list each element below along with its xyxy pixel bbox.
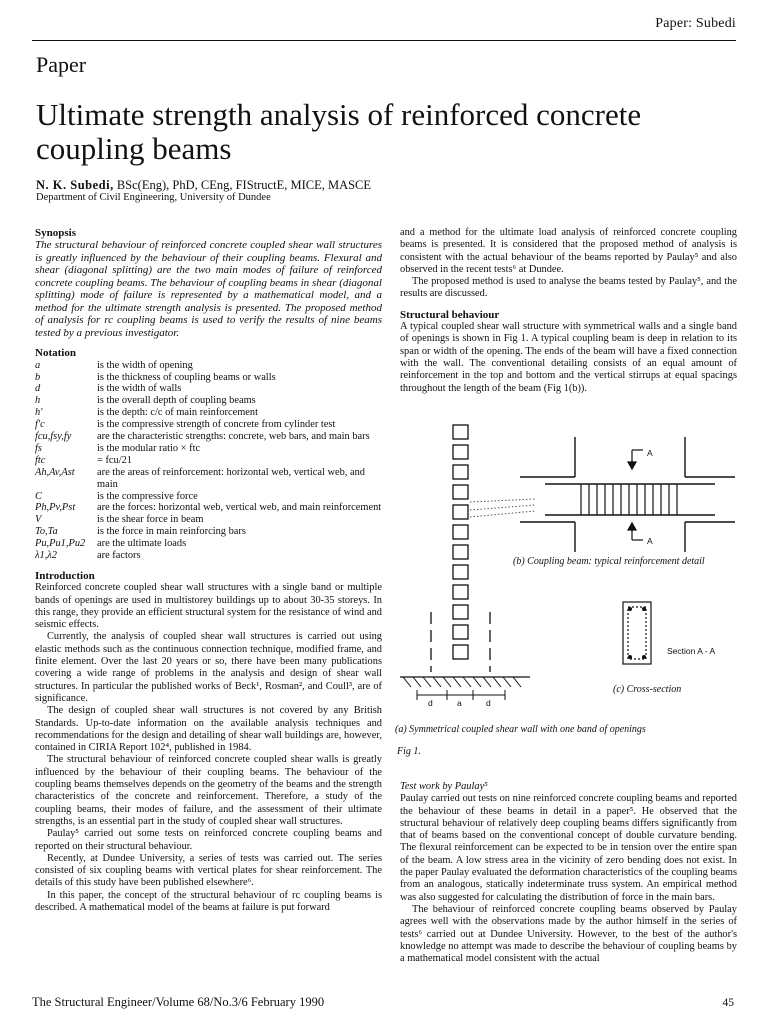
intro-paragraph: Reinforced concrete coupled shear wall structures with a single band or multiple bands of openings are used in multistorey buildings up to about 30-35 storeys. In this range, they provide an efficient structural system for the resistance of wind and seismic effects. [35,582,382,631]
notation-definition: are the characteristic strengths: concrete, web bars, and main bars [97,431,370,443]
notation-definition: is the width of opening [97,359,193,371]
notation-symbol: f′c [35,419,45,431]
test-paragraph: The behaviour of reinforced concrete coupling beams observed by Paulay agrees well with the observations made by the author himself in the series of tests⁶ carried out at Dundee University. However, to the best of the author's knowledge no attempt was made to describe the behaviour of coupling beams by a mathematical model consistent with the actual [400,903,737,965]
notation-definition: is the compressive strength of concrete from cylinder test [97,419,336,431]
notation-list [35,360,382,562]
figure-1-drawing [395,412,740,767]
caption-a: (a) Symmetrical coupled shear wall with one band of openings [395,724,646,735]
intro-paragraph: The design of coupled shear wall structures is not covered by any British Standards. Up-to-date information on the available analysis techniques and recommendations for the design and detailing of shear wall buildings are, however, contained in CIRIA Report 102⁴, published in 1984. [35,705,382,754]
intro-paragraph: Recently, at Dundee University, a series of tests was carried out. The series consisted of six coupling beams with vertical plates for shear reinforcement. The details of this study have been published elsewhere⁶. [35,852,382,889]
synopsis-text: The structural behaviour of reinforced concrete coupled shear wall structures is greatly influenced by the behaviour of their coupling beams. Flexural and shear (diagonal splitting) are the two main modes of failure of reinforced concrete coupling beams. The behaviour of coupling beams in shear (diagonal splitting) mode of failure is represented by a mathematical model, and a method for the ultimate strength analysis is presented. The proposed method of analysis for rc coupling beams is used to verify the results of nine beams tested by a previous investigator. [35,239,382,339]
notation-heading: Notation [35,347,76,360]
structural-paragraph: A typical coupled shear wall structure with symmetrical walls and a single band of openings is shown in Fig 1. A typical coupling beam is deep in relation to its span or width of the opening. The ends of the beam will have a fixed connection with the wall. The conventional detailing consists of an equal amount of reinforcement in the top and bottom and the vertical stirrups at equal spacings throughout the length of the beam (Fig 1(b)). [400,321,737,394]
synopsis-heading: Synopsis [35,227,76,239]
page-number: 45 [722,997,734,1009]
notation-definition: are factors [97,550,141,562]
notation-symbol: fcu,fsy,fy [35,431,72,443]
figure-1 [395,412,740,767]
notation-symbol: To,Ta [35,526,58,538]
notation-symbol: b [35,371,41,383]
notation-symbol: h [35,395,41,407]
test-work-heading: Test work by Paulay⁵ [400,781,488,792]
notation-definition: is the depth: c/c of main reinforcement [97,407,258,419]
notation-definition: = fcu/21 [97,454,133,466]
journal-footer: The Structural Engineer/Volume 68/No.3/6 February 1990 [32,995,325,1009]
dimension-a: a [457,698,462,708]
running-head: Paper: Subedi [655,16,736,31]
notation-definition: is the force in main reinforcing bars [97,526,246,538]
structural-heading: Structural behaviour [400,308,500,321]
intro-paragraph: The structural behaviour of reinforced concrete coupled shear walls is greatly influenced by the behaviour of their coupling beams. The behaviour of the coupling beams themselves depends on the geometry of the beams and the strength characteristics of the concrete and reinforcement. Therefore, a study of the coupling beams, their modes of failure, and the assessment of their ultimate strengths, is an essential part in the study of coupled shear wall structures. [35,754,382,827]
notation-symbol: h′ [35,407,43,419]
introduction-heading: Introduction [35,570,95,582]
figure-label: Fig 1. [397,746,421,757]
dimension-d: d [428,698,433,708]
notation-symbol: λ1,λ2 [35,550,57,562]
notation-definition: are the areas of reinforcement: horizontal web, vertical web, and main [97,466,366,490]
header-rule [32,40,736,41]
notation-symbol: d [35,383,41,395]
notation-definition: is the modular ratio × ftc [97,442,201,454]
notation-symbol: a [35,359,41,371]
intro-paragraph: In this paper, the concept of the structural behaviour of rc coupling beams is described. A mathematical model of the beams at failure is put forward [35,889,382,914]
notation-definition: is the width of walls [97,383,182,395]
notation-symbol: C [35,490,42,502]
author-credentials: BSc(Eng), PhD, CEng, FIStructE, MICE, MASCE [116,178,372,192]
caption-c: (c) Cross-section [613,684,682,695]
notation-symbol: V [35,514,42,526]
left-column [35,227,382,914]
notation-definition: is the shear force in beam [97,514,204,526]
notation-definition: is the thickness of coupling beams or walls [97,371,276,383]
section-arrow-label: A [647,448,653,458]
notation-definition: is the compressive force [97,490,198,502]
notation-symbol: Pu,Pu1,Pu2 [35,538,86,550]
paper-title: Ultimate strength analysis of reinforced concrete coupling beams [36,97,642,166]
test-work-section [400,781,737,965]
section-tag: Paper [36,52,87,77]
intro-paragraph: Currently, the analysis of coupled shear wall structures is carried out using elastic methods such as the continuous connection technique, modified frame, and finite element. Over the last 20 years or so, there have been many publications covering a wide range of problems in the analysis and design of shear wall structures. In particular the published works of Beck¹, Rosman², and Coull³, are of significance. [35,631,382,704]
notation-definition: are the ultimate loads [97,538,187,550]
body-paragraph: and a method for the ultimate load analysis of reinforced concrete coupling beams is presented. It is considered that the proposed method of analysis is consistent with the actual behaviour of the beams reported by Paulay⁵ and also observed in the recent tests⁶ at Dundee. [400,227,737,275]
right-column [400,227,737,395]
notation-symbol: Ah,Av,Ast [35,466,75,478]
author-name: N. K. Subedi, [36,178,114,192]
author-affiliation: Department of Civil Engineering, University of Dundee [36,192,271,203]
notation-definition: are the forces: horizontal web, vertical web, and main reinforcement [97,502,382,514]
body-paragraph: The proposed method is used to analyse the beams tested by Paulay⁵, and the results are discussed. [400,276,737,300]
notation-symbol: ftc [35,454,46,466]
dimension-d: d [486,698,491,708]
caption-b: (b) Coupling beam: typical reinforcement detail [513,556,705,567]
section-arrow-label: A [647,536,653,546]
intro-paragraph: Paulay⁵ carried out some tests on reinforced concrete coupling beams and reported on their structural behaviour. [35,828,382,852]
test-paragraph: Paulay carried out tests on nine reinforced concrete coupling beams and reported the behaviour of these beams in detail in a paper⁵. He observed that the structural behaviour of relatively deep coupling beams differs significantly from that of beams based on the conventional concept of double curvature bending. The flexural reinforcement can be expected to be in tension over the entire span of the beam. A low stress area in the vicinity of zero bending does not exist. In the paper Paulay evaluated the deformation characteristics of the coupling beams from an analogous, statically indeterminate truss system. An empirical method was also suggested for calculating the distribution of force in the main bars. [400,793,737,903]
notation-definition: is the overall depth of coupling beams [97,395,256,407]
notation-symbol: fs [35,442,42,454]
author-line [36,178,371,193]
section-a-a-label: Section A - A [667,646,716,656]
notation-symbol: Ph,Pv,Pst [35,502,76,514]
